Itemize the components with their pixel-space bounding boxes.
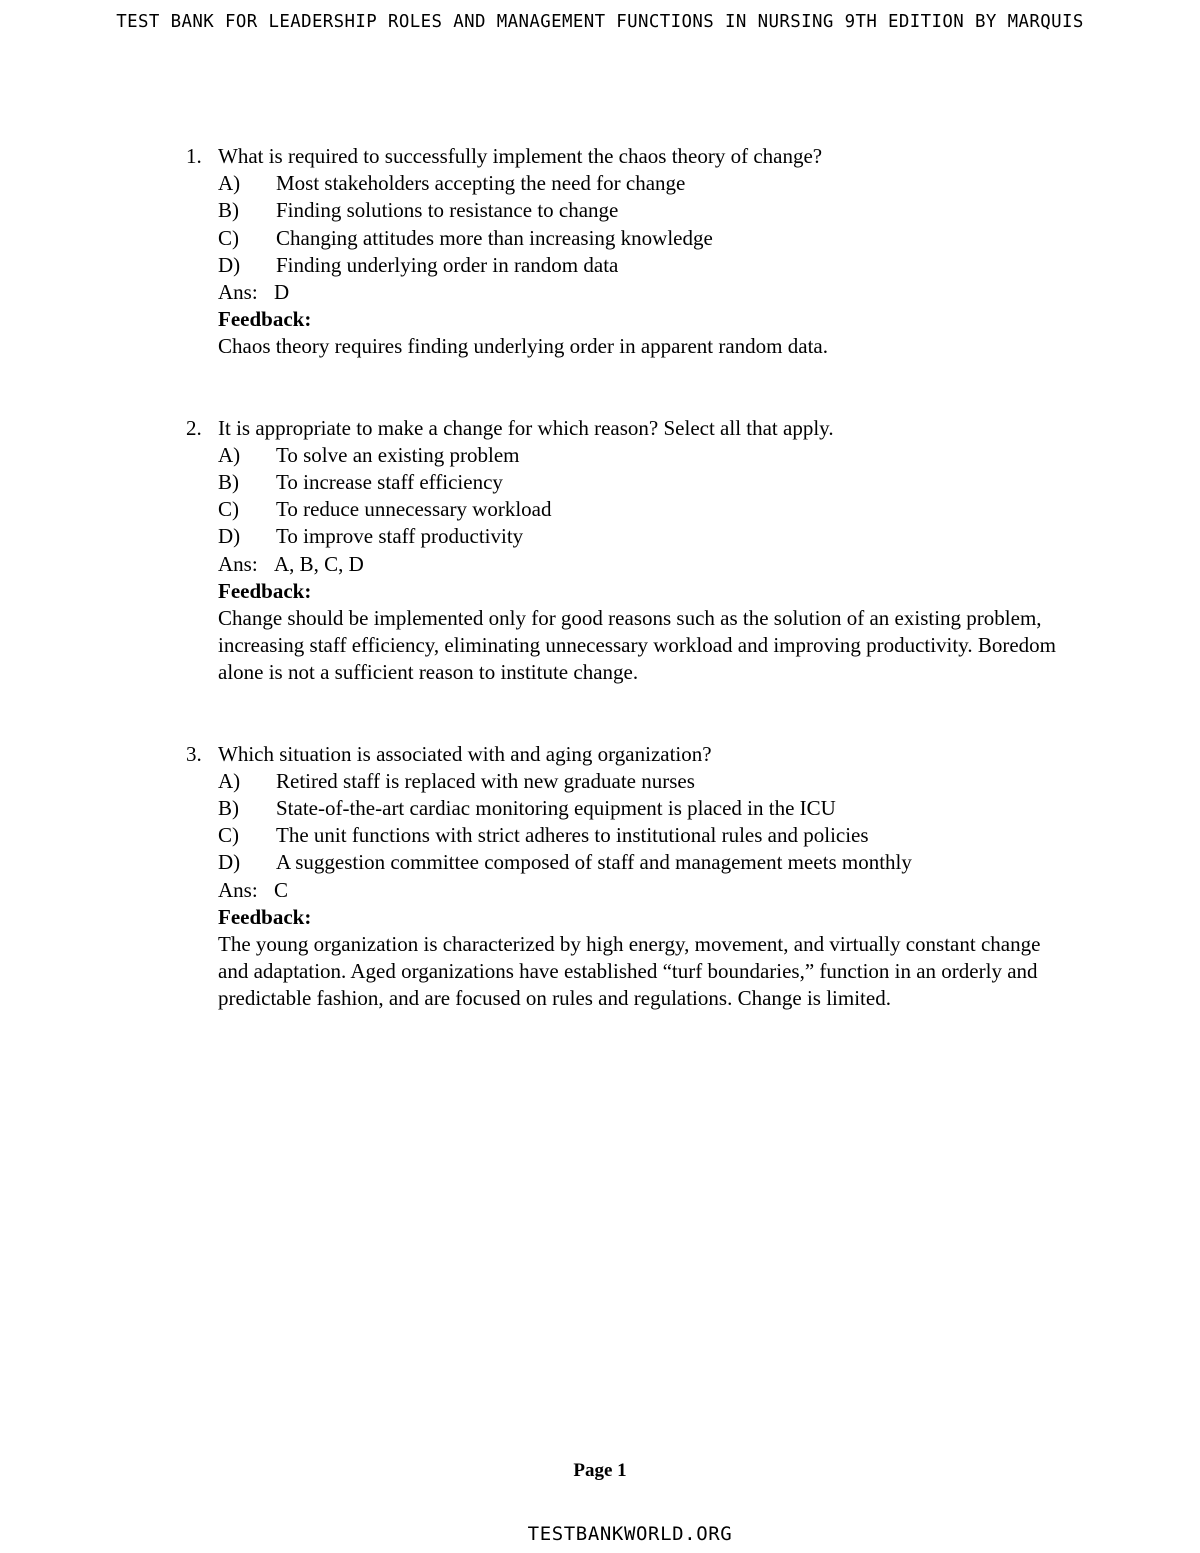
answer-label: Ans: (218, 877, 258, 902)
choice-text: To increase staff efficiency (276, 470, 503, 495)
question-stem (186, 143, 1066, 170)
choice-text: To improve staff productivity (276, 524, 524, 549)
question-stem (186, 415, 1066, 442)
choice-text: Most stakeholders accepting the need for change (276, 171, 686, 196)
choice-text: To reduce unnecessary workload (276, 497, 552, 522)
choice-d (218, 252, 1066, 279)
choice-c (218, 225, 1066, 252)
feedback-text: Chaos theory requires finding underlying order in apparent random data. (218, 334, 828, 359)
answer-value: C (274, 877, 289, 902)
choice-b (218, 197, 1066, 224)
choice-b (218, 795, 1066, 822)
question-text: It is appropriate to make a change for which reason? Select all that apply. (218, 415, 834, 440)
footer-site: TESTBANKWORLD.ORG (527, 1523, 733, 1545)
feedback-label: Feedback: (218, 578, 312, 603)
choice-text: A suggestion committee composed of staff and management meets monthly (276, 850, 912, 875)
question-number: 3. (186, 741, 202, 766)
choice-a (218, 768, 1066, 795)
question-stem (186, 741, 1066, 768)
question-list (186, 143, 1066, 1067)
choice-d (218, 523, 1066, 550)
choice-letter: A) (218, 768, 241, 793)
choice-letter: C) (218, 823, 239, 848)
answer-value: D (274, 280, 290, 305)
question-2 (186, 415, 1066, 687)
choice-letter: B) (218, 796, 239, 821)
choice-c (218, 822, 1066, 849)
choice-letter: A) (218, 171, 241, 196)
answer-line (218, 877, 1066, 904)
header-banner: TEST BANK FOR LEADERSHIP ROLES AND MANAGEMENT FUNCTIONS IN NURSING 9TH EDITION BY MARQUIS (116, 12, 1084, 32)
choice-letter: A) (218, 442, 241, 467)
choice-letter: C) (218, 225, 239, 250)
question-text: Which situation is associated with and aging organization? (218, 741, 712, 766)
feedback-label: Feedback: (218, 904, 312, 929)
question-number: 2. (186, 415, 202, 440)
answer-line (218, 551, 1066, 578)
answer-line (218, 279, 1066, 306)
choice-letter: D) (218, 524, 241, 549)
choice-letter: D) (218, 252, 241, 277)
page-number: Page 1 (573, 1460, 627, 1481)
feedback-text: Change should be implemented only for good reasons such as the solution of an existing problem, increasing staff efficiency, eliminating unnecessary workload and improving productivity. Boredom alone is not a sufficient reason to institute change. (218, 606, 1057, 685)
choice-letter: C) (218, 497, 239, 522)
answer-label: Ans: (218, 551, 258, 576)
choice-letter: B) (218, 198, 239, 223)
question-text: What is required to successfully implement the chaos theory of change? (218, 144, 823, 168)
question-number: 1. (186, 144, 202, 168)
choice-letter: B) (218, 470, 239, 495)
choice-a (218, 442, 1066, 469)
answer-label: Ans: (218, 280, 258, 305)
choice-c (218, 496, 1066, 523)
choice-letter: D) (218, 850, 241, 875)
feedback-label: Feedback: (218, 307, 312, 332)
choice-text: To solve an existing problem (276, 442, 520, 467)
choice-d (218, 849, 1066, 876)
choice-text: Finding solutions to resistance to change (276, 198, 619, 223)
choice-text: Retired staff is replaced with new graduate nurses (276, 768, 695, 793)
choice-text: The unit functions with strict adheres to institutional rules and policies (276, 823, 869, 848)
choice-a (218, 170, 1066, 197)
feedback-text: The young organization is characterized by high energy, movement, and virtually constant change and adaptation. Aged organizations have established “turf boundaries,” function in an orderly and predictable fashion, and are focused on rules and regulations. Change is limited. (218, 932, 1041, 1011)
question-1 (186, 143, 1066, 361)
choice-text: Finding underlying order in random data (276, 252, 619, 277)
answer-value: A, B, C, D (274, 551, 364, 576)
choice-text: State-of-the-art cardiac monitoring equipment is placed in the ICU (276, 796, 836, 821)
choice-b (218, 469, 1066, 496)
question-3 (186, 741, 1066, 1013)
choice-text: Changing attitudes more than increasing knowledge (276, 225, 713, 250)
